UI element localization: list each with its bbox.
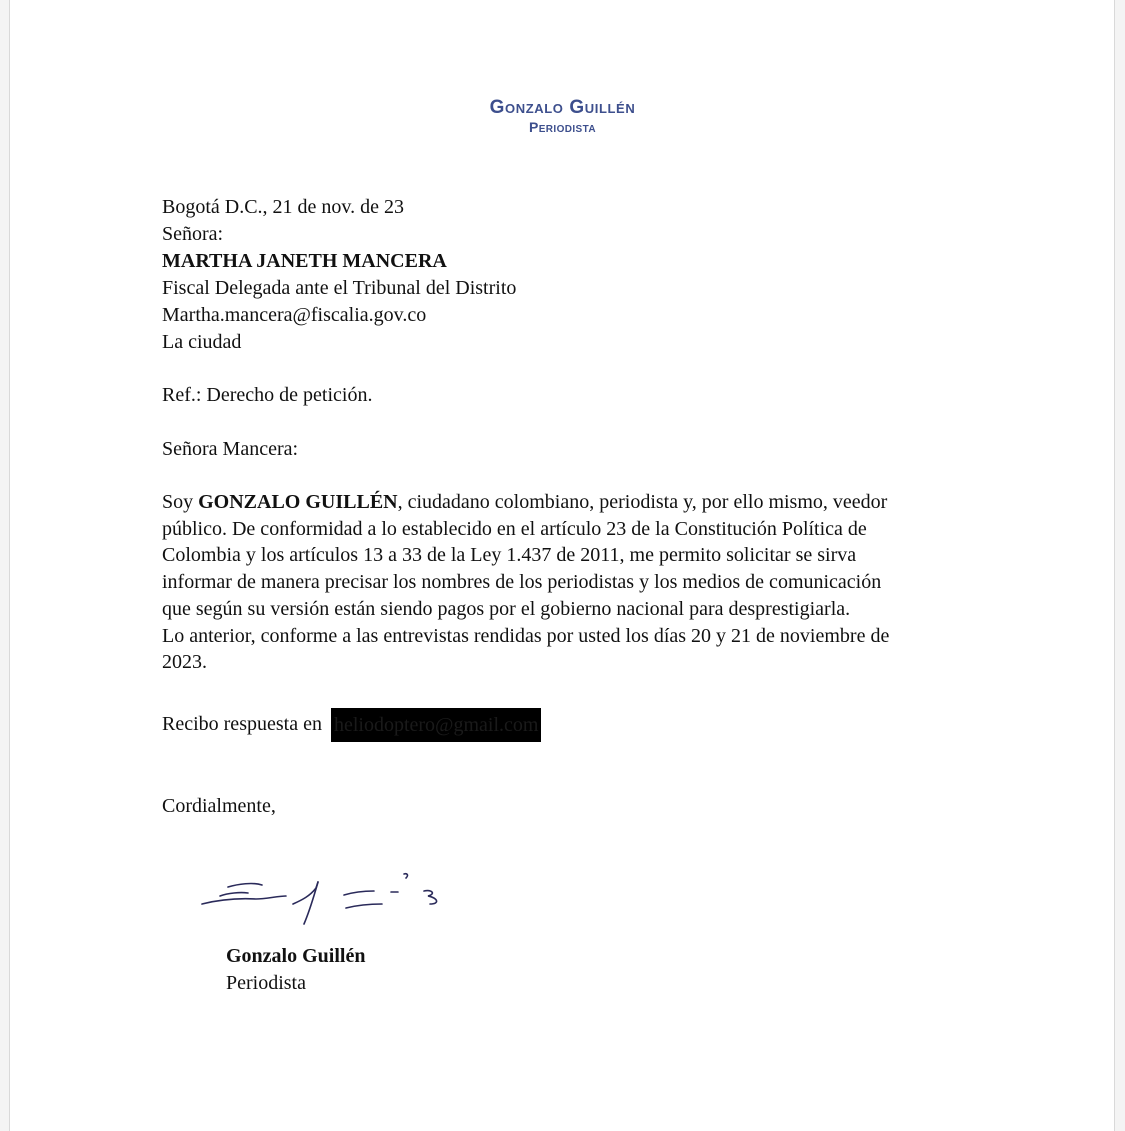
reply-label: Recibo respuesta en [162, 713, 322, 735]
handwritten-signature [198, 858, 458, 938]
body-line-1 [162, 489, 966, 516]
body-line-4: informar de manera precisar los nombres de los periodistas y los medios de comunicación [162, 571, 882, 594]
reference-line: Ref.: Derecho de petición. [162, 384, 373, 406]
body-line-3: Colombia y los artículos 13 a 33 de la Ley 1.437 de 2011, me permito solicitar se sirva [162, 544, 857, 567]
letterhead-name: Gonzalo Guillén [489, 97, 636, 118]
redacted-email: heliodoptero@gmail.com [331, 708, 541, 742]
salutation-title: Señora: [162, 223, 224, 245]
body-lead: Soy [162, 491, 199, 513]
body-line-5: que según su versión están siendo pagos por el gobierno nacional para desprestigiarla. [162, 597, 851, 620]
recipient-role: Fiscal Delegada ante el Tribunal del Distrito [162, 277, 517, 299]
body-line-2: público. De conformidad a lo establecido en el artículo 23 de la Constitución Política de [162, 517, 867, 540]
signer-title: Periodista [226, 972, 306, 994]
closing: Cordialmente, [162, 795, 276, 817]
greeting: Señora Mancera: [162, 438, 299, 460]
recipient-city: La ciudad [162, 331, 242, 353]
recipient-name: MARTHA JANETH MANCERA [162, 250, 447, 272]
reply-line [162, 707, 541, 742]
body-line-1-rest: , ciudadano colombiano, periodista y, por ello mismo, veedor [397, 491, 888, 513]
body-line-7: 2023. [162, 651, 207, 674]
signer-name: Gonzalo Guillén [226, 945, 366, 967]
letterhead [0, 97, 1125, 135]
letterhead-title: Periodista [528, 119, 597, 135]
body-paragraph [162, 489, 966, 676]
sender-name-bold: GONZALO GUILLÉN [198, 491, 398, 513]
date-line: Bogotá D.C., 21 de nov. de 23 [162, 196, 405, 218]
recipient-email: Martha.mancera@fiscalia.gov.co [162, 304, 427, 326]
body-line-6: Lo anterior, conforme a las entrevistas rendidas por usted los días 20 y 21 de noviembre de [162, 624, 890, 647]
